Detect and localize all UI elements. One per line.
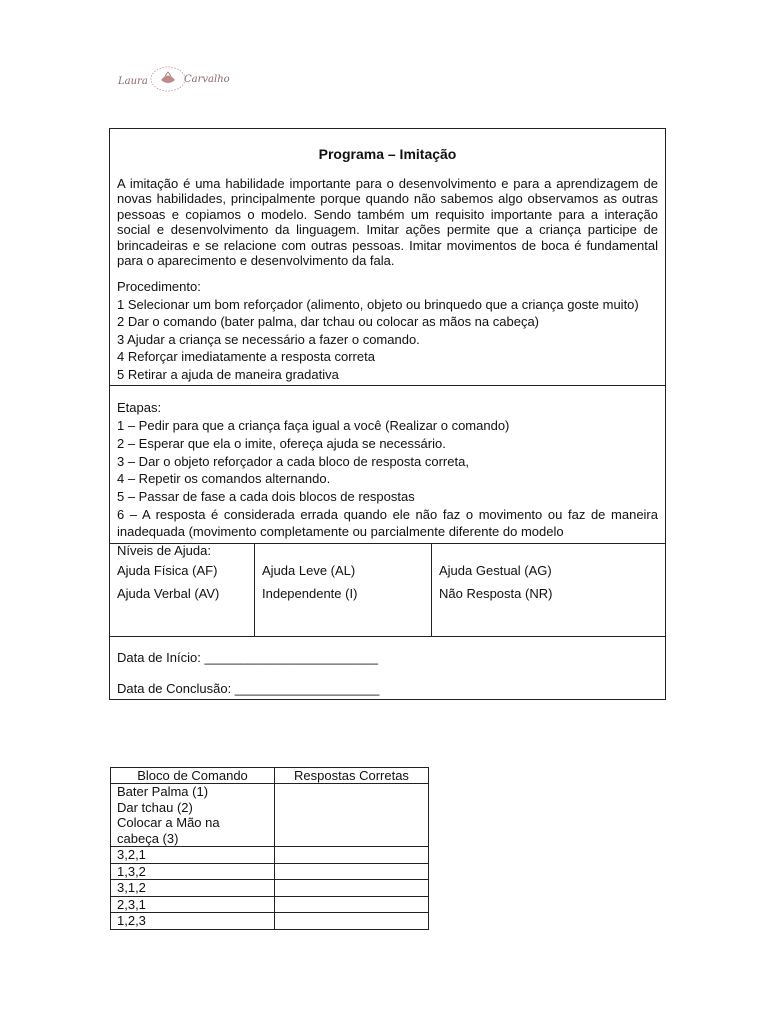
- help-levels-col-1: [110, 544, 255, 636]
- response-cell[interactable]: [275, 847, 429, 864]
- logo-script-right: Carvalho: [184, 74, 230, 85]
- logo: [112, 58, 230, 98]
- help-level: Ajuda Verbal (AV): [117, 586, 220, 602]
- program-title: Programa – Imitação: [318, 146, 457, 162]
- procedure-item: 3 Ajudar a criança se necessário a fazer o comando.: [117, 331, 420, 347]
- help-level: Ajuda Física (AF): [117, 563, 218, 579]
- program-box: [109, 128, 666, 700]
- block-line: cabeça (3): [117, 830, 179, 846]
- dates-section: [110, 637, 665, 699]
- response-cell[interactable]: [275, 784, 429, 847]
- logo-script-left: Laura: [118, 76, 148, 87]
- header-correct: Respostas Corretas: [275, 768, 429, 784]
- procedure-item: 2 Dar o comando (bater palma, dar tchau ou colocar as mãos na cabeça): [117, 314, 540, 330]
- table-row: [111, 784, 429, 847]
- step-item: 5 – Passar de fase a cada dois blocos de respostas: [117, 488, 415, 504]
- table-row: [111, 896, 429, 913]
- help-levels-col-2: [255, 544, 432, 636]
- table-row: [111, 913, 429, 930]
- help-level: Não Resposta (NR): [439, 586, 553, 602]
- help-level: Ajuda Gestual (AG): [439, 563, 552, 579]
- start-date-field[interactable]: Data de Início: ________________________: [117, 650, 378, 666]
- step-item: 6 – A resposta é considerada errada quando ele não faz o movimento ou faz de maneira inadequada (movimento completamente ou parcialmente diferente do modelo: [117, 506, 658, 540]
- help-level: Ajuda Leve (AL): [262, 563, 356, 579]
- procedure-item: 5 Retirar a ajuda de maneira gradativa: [117, 366, 339, 382]
- signature-logo-icon: [112, 58, 230, 98]
- block-cell: 3,1,2: [111, 880, 275, 897]
- table-row: [111, 847, 429, 864]
- intro-section: [110, 146, 665, 386]
- step-item: 4 – Repetir os comandos alternando.: [117, 471, 331, 487]
- intro-paragraph: A imitação é uma habilidade importante para o desenvolvimento e para a aprendizagem de novas habilidades, principalmente porque quando não sabemos algo observamos as outras pessoas e copiamos o modelo. Sendo também um requisito importante para a interação social e desenvolvimento da linguagem. Imitar ações permite que a criança participe de brincadeiras e se relacione com outras pessoas. Imitar movimentos de boca é fundamental para o aparecimento e desenvolvimento da fala.: [117, 176, 658, 269]
- table-row: [111, 880, 429, 897]
- step-item: 3 – Dar o objeto reforçador a cada bloco de resposta correta,: [117, 453, 469, 469]
- table-row: [111, 863, 429, 880]
- block-cell: 1,2,3: [111, 913, 275, 930]
- steps-section: [110, 386, 665, 544]
- blocks-table: [110, 767, 429, 930]
- end-date-field[interactable]: Data de Conclusão: ____________________: [117, 680, 380, 696]
- help-levels-heading: Níveis de Ajuda:: [117, 543, 211, 559]
- block-line: Bater Palma (1): [117, 784, 209, 799]
- block-line: Dar tchau (2): [117, 799, 193, 815]
- step-item: 1 – Pedir para que a criança faça igual a você (Realizar o comando): [117, 418, 510, 434]
- procedure-item: 1 Selecionar um bom reforçador (alimento, objeto ou brinquedo que a criança goste muito): [117, 296, 639, 312]
- table-header-row: [111, 768, 429, 784]
- response-cell[interactable]: [275, 880, 429, 897]
- response-cell[interactable]: [275, 863, 429, 880]
- steps-heading: Etapas:: [117, 400, 162, 416]
- help-level: Independente (I): [262, 586, 358, 602]
- block-line: Colocar a Mão na: [117, 815, 220, 830]
- procedure-item: 4 Reforçar imediatamente a resposta correta: [117, 349, 375, 365]
- block-cell: 2,3,1: [111, 896, 275, 913]
- procedure-heading: Procedimento:: [117, 279, 201, 295]
- header-block: Bloco de Comando: [111, 768, 275, 784]
- block-cell: [111, 784, 275, 847]
- block-cell: 3,2,1: [111, 847, 275, 864]
- help-levels-col-3: [432, 544, 665, 636]
- response-cell[interactable]: [275, 913, 429, 930]
- help-levels-section: [110, 544, 665, 637]
- step-item: 2 – Esperar que ela o imite, ofereça ajuda se necessário.: [117, 435, 446, 451]
- block-cell: 1,3,2: [111, 863, 275, 880]
- response-cell[interactable]: [275, 896, 429, 913]
